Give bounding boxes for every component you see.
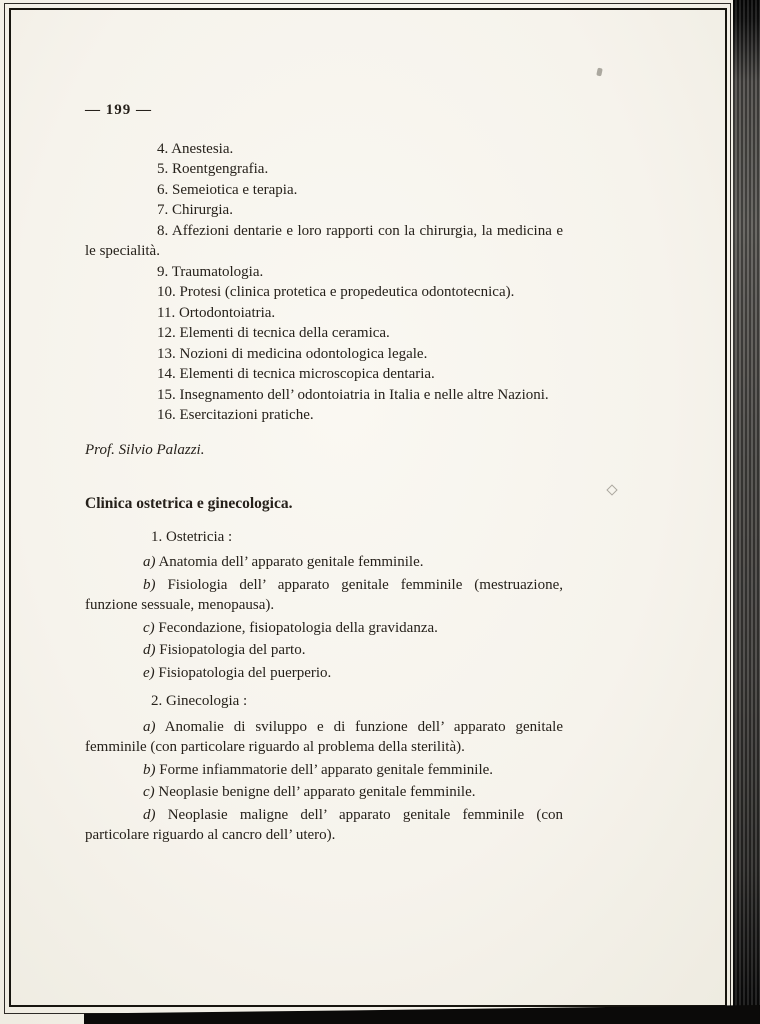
- scan-speck: [606, 484, 617, 495]
- program-item: [85, 303, 563, 324]
- program-item: [85, 262, 563, 283]
- lettered-item: [85, 575, 563, 616]
- item-text: Insegnamento dell’ odontoiatria in Italia e nelle altre Nazioni.: [179, 386, 549, 403]
- item-text: Elementi di tecnica microscopica dentaria.: [179, 366, 435, 382]
- program-item: [85, 221, 563, 262]
- lettered-item: [85, 782, 563, 803]
- scan-shadow-bottom: [84, 1005, 760, 1024]
- item-number: 9.: [157, 263, 169, 280]
- program-item: [85, 282, 563, 303]
- subsection-title: [85, 691, 563, 712]
- item-number: 14.: [157, 366, 176, 382]
- lettered-item: [85, 717, 563, 758]
- item-text: Protesi (clinica protetica e propedeutica odontotecnica).: [179, 284, 515, 300]
- item-letter: c): [143, 619, 155, 636]
- item-text: Anestesia.: [171, 140, 234, 157]
- lettered-item: [85, 760, 563, 781]
- program-item: [85, 344, 563, 365]
- item-text: Semeiotica e terapia.: [172, 181, 298, 198]
- item-letter: e): [143, 664, 155, 681]
- item-letter: a): [143, 554, 156, 570]
- item-text: Traumatologia.: [171, 263, 264, 280]
- item-number: 5.: [157, 161, 169, 177]
- item-letter: d): [143, 806, 156, 823]
- item-text: Fecondazione, fisiopatologia della gravidanza.: [158, 619, 438, 636]
- item-text: Elementi di tecnica della ceramica.: [179, 325, 390, 341]
- subsection-number: 1.: [151, 528, 163, 545]
- page-number: — 199 —: [85, 102, 152, 118]
- item-number: 8.: [157, 222, 169, 239]
- section-heading: Clinica ostetrica e ginecologica.: [85, 495, 293, 512]
- lettered-item: [85, 640, 563, 661]
- book-binding-scan-strip: [733, 0, 760, 1024]
- item-letter: d): [143, 642, 156, 658]
- item-text: Neoplasie maligne dell’ apparato genitale femminile (con particolare riguardo al cancro dell’ utero).: [85, 806, 563, 843]
- program-item: [85, 180, 563, 201]
- program-item: [85, 364, 563, 385]
- item-text: Fisiopatologia del puerperio.: [158, 664, 332, 681]
- author-signature: Prof. Silvio Palazzi.: [85, 441, 205, 458]
- scan-speck: [596, 68, 603, 77]
- page-content: [85, 0, 563, 846]
- item-number: 13.: [157, 345, 176, 362]
- item-text: Roentgengrafia.: [172, 161, 269, 177]
- subsection-title: [85, 527, 563, 548]
- item-letter: c): [143, 784, 155, 800]
- item-text: Neoplasie benigne dell’ apparato genitale femminile.: [158, 784, 476, 800]
- item-text: Anatomia dell’ apparato genitale femminile.: [158, 554, 424, 570]
- item-number: 7.: [157, 202, 169, 218]
- program-item: [85, 200, 563, 221]
- item-text: Ortodontoiatria.: [178, 304, 276, 321]
- subsection-name: Ginecologia :: [166, 693, 248, 709]
- item-number: 10.: [157, 284, 176, 300]
- lettered-item: [85, 663, 563, 684]
- subsection-name: Ostetricia :: [166, 528, 233, 545]
- item-number: 15.: [157, 386, 176, 403]
- item-letter: b): [143, 576, 156, 593]
- item-number: 6.: [157, 181, 169, 198]
- item-number: 4.: [157, 140, 169, 157]
- item-letter: a): [143, 718, 156, 735]
- item-text: Chirurgia.: [172, 202, 233, 218]
- program-item: [85, 385, 563, 406]
- lettered-item: [85, 805, 563, 846]
- item-text: Affezioni dentarie e loro rapporti con la chirurgia, la medicina e le specialità.: [85, 222, 563, 259]
- program-item: [85, 405, 563, 426]
- item-text: Fisiopatologia del parto.: [159, 642, 306, 658]
- item-text: Forme infiammatorie dell’ apparato genitale femminile.: [159, 761, 494, 778]
- item-text: Anomalie di sviluppo e di funzione dell’ apparato genitale femminile (con particolare riguardo al problema della sterilità).: [85, 718, 563, 755]
- lettered-item: [85, 618, 563, 639]
- program-item: [85, 323, 563, 344]
- item-letter: b): [143, 761, 156, 778]
- item-number: 16.: [157, 407, 176, 423]
- item-number: 11.: [157, 304, 176, 321]
- item-text: Esercitazioni pratiche.: [179, 407, 314, 423]
- program-item: [85, 159, 563, 180]
- subsection-number: 2.: [151, 693, 163, 709]
- item-text: Nozioni di medicina odontologica legale.: [179, 345, 428, 362]
- item-text: Fisiologia dell’ apparato genitale femminile (mestruazione, funzione sessuale, menopausa).: [85, 576, 564, 613]
- program-item: [85, 139, 563, 160]
- item-number: 12.: [157, 325, 176, 341]
- lettered-item: [85, 552, 563, 573]
